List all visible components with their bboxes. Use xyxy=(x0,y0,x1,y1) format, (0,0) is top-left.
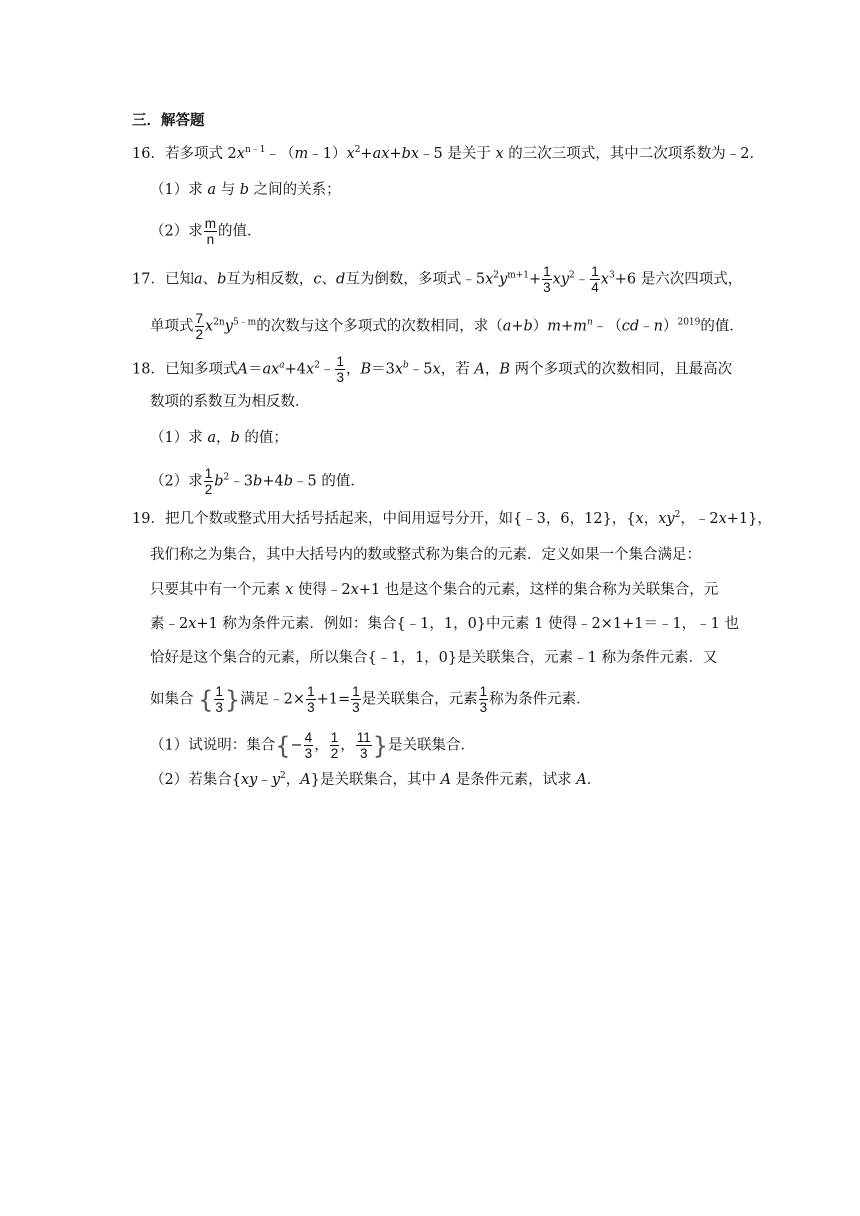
exponent: a xyxy=(279,360,285,371)
text: ﹣（ xyxy=(592,318,622,335)
var: x xyxy=(188,616,197,632)
text: ， xyxy=(285,772,301,788)
denominator: 3 xyxy=(304,746,313,761)
var: A xyxy=(300,772,311,788)
text: 的三次三项式，其中二次项系数为﹣2． xyxy=(508,146,765,162)
fraction xyxy=(204,466,214,497)
text: 素﹣2 xyxy=(150,616,189,632)
exponent: 2 xyxy=(223,472,230,483)
denominator: 3 xyxy=(307,700,315,715)
text: 使得﹣2 xyxy=(297,582,351,598)
exponent: n xyxy=(586,317,593,328)
var: b xyxy=(253,473,263,490)
exponent: 2 xyxy=(493,270,499,281)
numerator: m xyxy=(204,216,216,231)
text: 两个多项式的次数相同，且最高次 xyxy=(514,361,733,378)
exponent: 2 xyxy=(314,360,320,371)
var: x xyxy=(346,146,355,162)
var: m xyxy=(294,146,309,162)
text: ＝ xyxy=(247,361,263,378)
exponent: 2 xyxy=(354,145,361,155)
question-number: 17． xyxy=(132,271,165,288)
text: （1）求 xyxy=(150,430,203,446)
denominator: 3 xyxy=(543,280,551,295)
right-brace: } xyxy=(372,731,388,760)
fraction xyxy=(590,264,600,295)
text: 只要其中有一个元素 xyxy=(150,582,281,598)
question-number: 19． xyxy=(132,511,165,527)
text: （2）求 xyxy=(150,223,203,240)
var: y xyxy=(498,271,508,288)
text: （1）求 xyxy=(150,182,203,198)
var: c xyxy=(313,271,322,288)
var: x xyxy=(350,582,359,598)
question-19-stem-line-5: 恰好是这个集合的元素，所以集合{﹣1，1，0}是关联集合，元素﹣1 称为条件元素．又 xyxy=(150,650,718,666)
question-17-stem-line-1 xyxy=(132,264,742,295)
var: A xyxy=(474,361,485,378)
text: − xyxy=(290,737,303,754)
question-19-part-2 xyxy=(150,770,601,790)
denominator: 4 xyxy=(591,280,599,295)
denominator: 3 xyxy=(359,746,368,761)
var: b xyxy=(214,473,224,490)
var: n xyxy=(653,318,663,335)
text: 若多项式 2 xyxy=(164,146,237,162)
text: 、 xyxy=(321,271,337,288)
text: }是关联集合，其中 xyxy=(310,772,436,788)
text: ﹣3 xyxy=(229,473,254,490)
exponent: 5﹣m xyxy=(232,317,257,328)
text: + xyxy=(389,146,402,162)
var: x xyxy=(205,318,214,335)
numerator: 1 xyxy=(352,684,360,699)
text: 是条件元素，试求 xyxy=(455,772,572,788)
text: 的值． xyxy=(700,318,744,335)
text: 的值． xyxy=(217,223,262,240)
fraction xyxy=(304,730,314,761)
question-number: 16． xyxy=(132,146,165,162)
exponent: m+1 xyxy=(507,270,529,281)
question-16-part-2 xyxy=(150,216,261,247)
text: + xyxy=(529,271,542,288)
question-19-stem-line-3 xyxy=(150,580,718,600)
exponent: 2 xyxy=(674,510,681,520)
text: 的次数与这个多项式的次数相同，求（ xyxy=(256,318,503,335)
var: xy xyxy=(240,772,258,788)
fraction xyxy=(214,684,224,715)
exponent: n﹣1 xyxy=(244,145,266,155)
var: ax xyxy=(372,146,390,162)
var: xy xyxy=(552,271,570,288)
text: ） xyxy=(662,318,678,335)
denominator: 2 xyxy=(195,327,204,342)
var: y xyxy=(271,772,281,788)
text: （2）若集合{ xyxy=(150,772,241,788)
numerator: 1 xyxy=(336,354,344,369)
text: 已知多项式 xyxy=(164,361,238,378)
text: 互为相反数， xyxy=(226,271,314,288)
question-19-stem-line-6 xyxy=(150,684,591,715)
var: cd xyxy=(621,318,640,335)
var: x xyxy=(306,361,315,378)
left-brace: { xyxy=(198,685,214,714)
fraction xyxy=(542,264,552,295)
text: ﹣5 xyxy=(408,361,433,378)
text: ﹣ xyxy=(319,361,335,378)
var: B xyxy=(360,361,372,378)
text: +1 也是这个集合的元素，这样的集合称为关联集合，元 xyxy=(358,582,719,598)
text: ，若 xyxy=(440,361,470,378)
fraction xyxy=(351,684,361,715)
text: ﹣ xyxy=(257,772,272,788)
var: A xyxy=(576,772,587,788)
text: ﹣ xyxy=(639,318,654,335)
var: ax xyxy=(262,361,280,378)
var: a xyxy=(207,182,216,198)
text: 之间的关系； xyxy=(253,182,341,198)
text: 是关联集合． xyxy=(388,737,475,754)
numerator: 1 xyxy=(479,684,488,699)
var: a+b xyxy=(502,318,533,335)
var: bx xyxy=(401,146,420,162)
text: ， xyxy=(484,361,500,378)
question-18-part-2 xyxy=(150,466,365,497)
exponent: 2n xyxy=(213,317,225,328)
text: ， xyxy=(314,737,329,754)
text: +4 xyxy=(284,361,307,378)
var: x xyxy=(485,271,494,288)
text: ﹣（ xyxy=(265,146,295,162)
text: ， xyxy=(340,737,355,754)
var: x xyxy=(635,511,644,527)
text: 满足﹣2× xyxy=(240,691,306,708)
var: b xyxy=(239,182,250,198)
question-16-stem xyxy=(132,144,764,164)
var: x xyxy=(495,146,504,162)
right-brace: } xyxy=(224,685,241,714)
question-18-part-1 xyxy=(150,428,288,448)
exponent: 2 xyxy=(280,771,286,781)
left-brace: { xyxy=(275,731,291,760)
text: ） xyxy=(532,318,548,335)
text: ， xyxy=(643,511,659,527)
var: A xyxy=(237,361,248,378)
exponent: 2019 xyxy=(677,317,701,328)
text: + xyxy=(360,146,373,162)
var: x xyxy=(285,582,294,598)
numerator: 1 xyxy=(591,264,599,279)
text: +1= xyxy=(316,691,351,708)
denominator: 3 xyxy=(479,700,488,715)
var: B xyxy=(499,361,510,378)
text: +4 xyxy=(262,473,284,490)
fraction xyxy=(195,311,205,342)
text: ， xyxy=(216,430,231,446)
question-16-part-1 xyxy=(150,180,341,200)
numerator: 11 xyxy=(356,730,371,745)
fraction xyxy=(356,730,372,761)
var: xy xyxy=(658,511,675,527)
question-18-stem-line-1 xyxy=(132,354,732,385)
question-19-stem-line-4 xyxy=(150,614,739,634)
numerator: 1 xyxy=(307,684,315,699)
question-19-stem-line-2: 我们称之为集合，其中大括号内的数或整式称为集合的元素．定义如果一个集合满足： xyxy=(150,547,701,563)
text: +6 是六次四项式， xyxy=(614,271,743,288)
text: 已知 xyxy=(164,271,194,288)
text: 互为倒数，多项式﹣5 xyxy=(345,271,486,288)
numerator: 1 xyxy=(204,466,213,481)
var: a xyxy=(193,271,203,288)
var: m+m xyxy=(547,318,587,335)
var: d xyxy=(336,271,346,288)
question-number: 18． xyxy=(132,361,165,378)
var: x xyxy=(236,146,245,162)
text: 如集合 xyxy=(150,691,194,708)
text: 是关联集合，元素 xyxy=(361,691,478,708)
var: A xyxy=(440,772,452,788)
numerator: 7 xyxy=(195,311,204,326)
denominator: n xyxy=(206,232,215,247)
var: x xyxy=(432,361,441,378)
question-17-stem-line-2 xyxy=(150,311,744,342)
var: y xyxy=(224,318,233,335)
text: 单项式 xyxy=(150,318,194,335)
text: 与 xyxy=(220,182,236,198)
text: ﹣5 的值． xyxy=(292,473,365,490)
text: ＝3 xyxy=(371,361,395,378)
question-19-stem-line-1 xyxy=(132,509,772,529)
fraction xyxy=(479,684,489,715)
fraction xyxy=(335,354,345,385)
exponent: 2 xyxy=(569,270,575,281)
text: （1）试说明：集合 xyxy=(150,737,276,754)
fraction-m-over-n xyxy=(204,216,217,247)
question-19-part-1 xyxy=(150,730,475,761)
text: （2）求 xyxy=(150,473,203,490)
denominator: 3 xyxy=(352,700,360,715)
numerator: 1 xyxy=(330,730,339,745)
var: a xyxy=(207,430,216,446)
text: 、 xyxy=(202,271,218,288)
text: ﹣5 是关于 xyxy=(419,146,491,162)
fraction xyxy=(306,684,316,715)
text: ﹣ xyxy=(574,271,590,288)
exponent: 3 xyxy=(608,270,615,281)
text: ﹣1） xyxy=(308,146,347,162)
section-title: 三．解答题 xyxy=(132,113,205,129)
text: +1}， xyxy=(726,511,772,527)
denominator: 2 xyxy=(330,746,339,761)
exponent: b xyxy=(403,360,409,371)
fraction xyxy=(330,730,340,761)
text: +1 称为条件元素．例如：集合{﹣1，1，0}中元素 1 使得﹣2×1+1＝﹣1，﹣1 也 xyxy=(196,616,740,632)
text: ， xyxy=(345,361,361,378)
text: 把几个数或整式用大括号括起来，中间用逗号分开，如{﹣3，6，12}，{ xyxy=(164,511,636,527)
numerator: 1 xyxy=(215,684,223,699)
text: ． xyxy=(586,772,602,788)
text: 称为条件元素． xyxy=(489,691,591,708)
var: x xyxy=(600,271,609,288)
numerator: 4 xyxy=(304,730,313,745)
var: x xyxy=(394,361,404,378)
denominator: 3 xyxy=(215,700,223,715)
numerator: 1 xyxy=(543,264,551,279)
var: x xyxy=(718,511,727,527)
denominator: 2 xyxy=(204,482,213,497)
var: b xyxy=(217,271,227,288)
text: 的值； xyxy=(244,430,288,446)
denominator: 3 xyxy=(336,370,344,385)
var: b xyxy=(283,473,293,490)
question-18-stem-line-2: 数项的系数互为相反数． xyxy=(150,394,310,410)
text: ，﹣2 xyxy=(680,511,719,527)
var: b xyxy=(230,430,240,446)
